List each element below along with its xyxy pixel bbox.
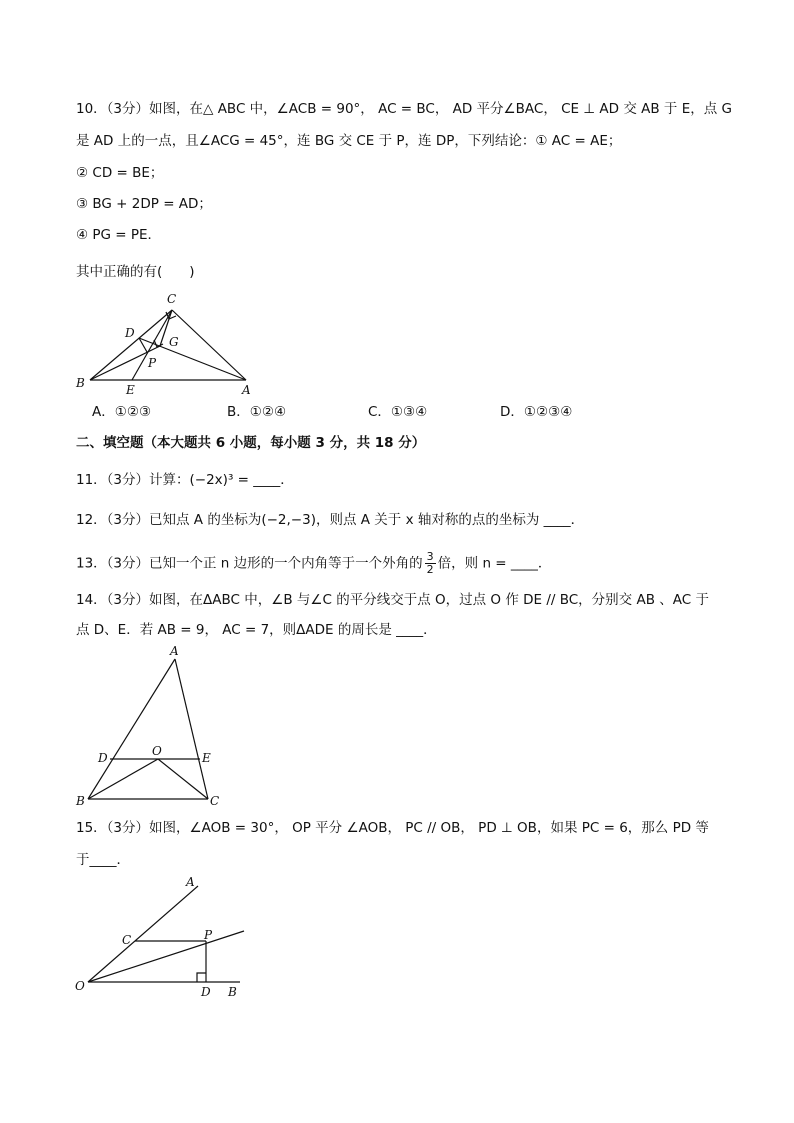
q10-label-e: E xyxy=(126,383,135,397)
q15-line-1: 15．（3分）如图，∠AOB = 30°， OP 平分 ∠AOB， PC // OB， PD ⊥ OB，如果 PC = 6，那么 PD 等 xyxy=(76,820,709,836)
q13-fraction-numerator: 3 xyxy=(426,550,434,563)
q14-segment-ac xyxy=(175,659,208,799)
q10-line-1: 10．（3分）如图，在△ ABC 中，∠ACB = 90°， AC = BC， AD 平分∠BAC， CE ⊥ AD 交 AB 于 E，点 G xyxy=(76,101,733,117)
section-2-heading: 二、填空题（本大题共 6 小题，每小题 3 分，共 18 分） xyxy=(76,435,426,451)
q15-label-a: A xyxy=(186,875,195,889)
q13-fraction xyxy=(425,551,436,576)
q10-option-c[interactable]: C．①③④ xyxy=(368,404,428,420)
q15-line-2: 于____． xyxy=(76,852,130,868)
q10-option-b[interactable]: B．①②④ xyxy=(227,404,287,420)
q10-label-b: B xyxy=(76,376,85,390)
q15-right-angle-d xyxy=(197,973,206,982)
q13-line xyxy=(76,551,551,576)
q10-segment-ca xyxy=(172,310,246,380)
q11-line: 11．（3分）计算：(−2x)³ = ____． xyxy=(76,472,294,488)
q12-line: 12．（3分）已知点 A 的坐标为(−2,−3)，则点 A 关于 x 轴对称的点的坐标为 ____． xyxy=(76,512,585,528)
q10-label-a: A xyxy=(242,383,251,397)
q14-segment-ab xyxy=(88,659,175,799)
q15-label-b: B xyxy=(228,985,237,999)
q10-label-d: D xyxy=(125,326,135,340)
q10-option-a[interactable]: A．①②③ xyxy=(92,404,152,420)
q10-line-2: 是 AD 上的一点，且∠ACG = 45°，连 BG 交 CE 于 P，连 DP，下列结论：① AC = AE； xyxy=(76,133,622,149)
q10-label-g: G xyxy=(169,335,179,349)
q14-line-1: 14．（3分）如图，在ΔABC 中，∠B 与∠C 的平分线交于点 O，过点 O 作 DE // BC，分别交 AB 、AC 于 xyxy=(76,592,709,608)
q14-label-o: O xyxy=(152,744,162,758)
q10-line-4: ③ BG + 2DP = AD； xyxy=(76,196,212,212)
q15-label-d: D xyxy=(201,985,211,999)
q14-label-a: A xyxy=(170,644,179,658)
q15-label-p: P xyxy=(204,928,213,942)
q14-line-2: 点 D、E．若 AB = 9， AC = 7，则ΔADE 的周长是 ____． xyxy=(76,622,437,638)
q10-line-5: ④ PG = PE． xyxy=(76,227,162,243)
q10-label-p: P xyxy=(148,356,157,370)
q14-segment-bo xyxy=(88,759,158,799)
q14-label-e: E xyxy=(202,751,211,765)
q13-text-before: 13．（3分）已知一个正 n 边形的一个内角等于一个外角的 xyxy=(76,555,423,572)
q10-line-3: ② CD = BE； xyxy=(76,165,164,181)
q14-label-c: C xyxy=(210,794,220,808)
q10-label-c: C xyxy=(167,292,177,306)
q10-line-6: 其中正确的有( ) xyxy=(76,264,195,280)
q15-ray-op xyxy=(88,931,244,982)
q15-label-o: O xyxy=(75,979,85,993)
q15-angle-figure xyxy=(70,872,260,1002)
q13-text-after: 倍，则 n = ____． xyxy=(437,555,552,572)
q14-label-b: B xyxy=(76,794,85,808)
q10-triangle-figure xyxy=(70,290,270,400)
q14-triangle-figure xyxy=(70,645,240,810)
q13-fraction-denominator: 2 xyxy=(426,563,434,576)
q10-option-d[interactable]: D．①②③④ xyxy=(500,404,573,420)
q14-label-d: D xyxy=(98,751,108,765)
q15-ray-oa xyxy=(88,886,198,982)
q15-label-c: C xyxy=(122,933,132,947)
